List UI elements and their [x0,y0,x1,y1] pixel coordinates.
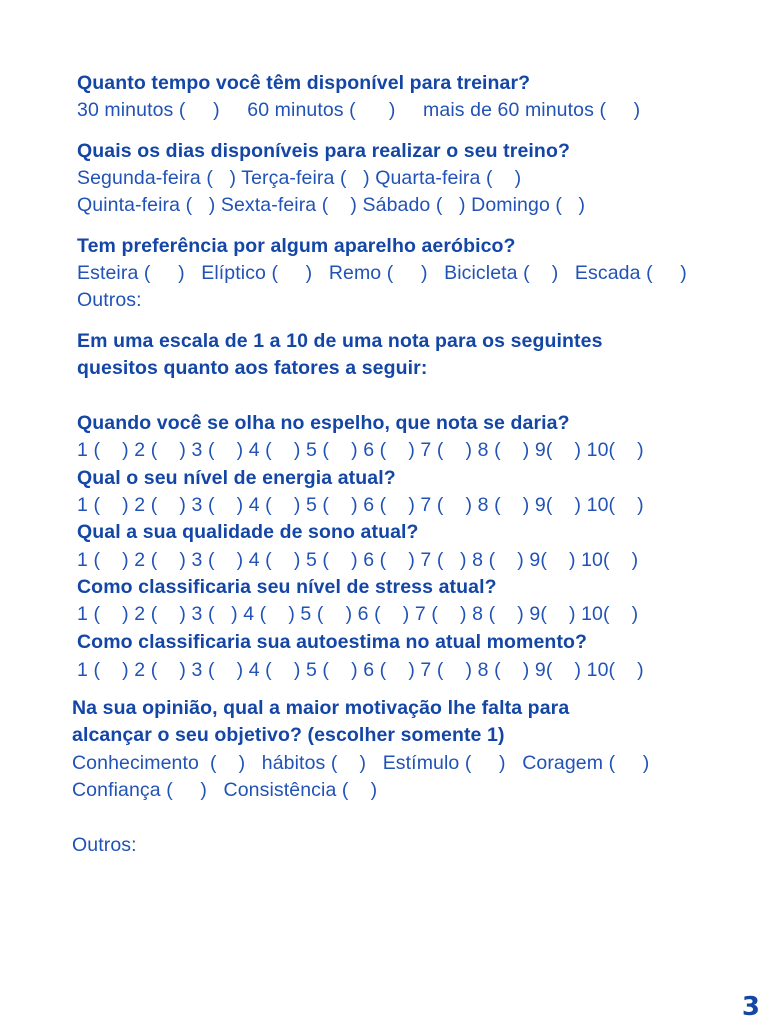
question-available-days: Quais os dias disponíveis para realizar o seu treino? [77,140,570,162]
scale-self-esteem: 1 ( ) 2 ( ) 3 ( ) 4 ( ) 5 ( ) 6 ( ) 7 ( ) 8 ( ) 9( ) 10( ) [77,659,644,681]
question-aerobic-equipment: Tem preferência por algum aparelho aeróbico? [77,235,516,257]
options-motivation-other: Outros: [72,834,137,856]
question-training-time: Quanto tempo você têm disponível para treinar? [77,72,531,94]
options-training-time: 30 minutos ( ) 60 minutos ( ) mais de 60 minutos ( ) [77,99,641,121]
options-aerobic-equipment: Esteira ( ) Elíptico ( ) Remo ( ) Bicicleta ( ) Escada ( ) [77,262,687,284]
question-stress-level: Como classificaria seu nível de stress atual? [77,576,497,598]
question-energy-level: Qual o seu nível de energia atual? [77,467,396,489]
options-equipment-other: Outros: [77,289,142,311]
question-self-esteem: Como classificaria sua autoestima no atual momento? [77,631,588,653]
question-sleep-quality: Qual a sua qualidade de sono atual? [77,521,419,543]
scale-mirror-rating: 1 ( ) 2 ( ) 3 ( ) 4 ( ) 5 ( ) 6 ( ) 7 ( ) 8 ( ) 9( ) 10( ) [77,439,644,461]
scale-intro-line-2: quesitos quanto aos fatores a seguir: [77,357,428,379]
scale-sleep-quality: 1 ( ) 2 ( ) 3 ( ) 4 ( ) 5 ( ) 6 ( ) 7 ( ) 8 ( ) 9( ) 10( ) [77,549,639,571]
scale-energy-level: 1 ( ) 2 ( ) 3 ( ) 4 ( ) 5 ( ) 6 ( ) 7 ( ) 8 ( ) 9( ) 10( ) [77,494,644,516]
page-number: 3 [741,992,760,1022]
question-motivation-line-1: Na sua opinião, qual a maior motivação lhe falta para [72,697,570,719]
options-motivation-row-2: Confiança ( ) Consistência ( ) [72,779,378,801]
question-motivation-line-2: alcançar o seu objetivo? (escolher somente 1) [72,724,505,746]
question-mirror-rating: Quando você se olha no espelho, que nota se daria? [77,412,570,434]
options-days-row-2: Quinta-feira ( ) Sexta-feira ( ) Sábado ( ) Domingo ( ) [77,194,586,216]
scale-intro-line-1: Em uma escala de 1 a 10 de uma nota para os seguintes [77,330,603,352]
options-days-row-1: Segunda-feira ( ) Terça-feira ( ) Quarta-feira ( ) [77,167,522,189]
options-motivation-row-1: Conhecimento ( ) hábitos ( ) Estímulo ( ) Coragem ( ) [72,752,650,774]
scale-stress-level: 1 ( ) 2 ( ) 3 ( ) 4 ( ) 5 ( ) 6 ( ) 7 ( ) 8 ( ) 9( ) 10( ) [77,603,639,625]
